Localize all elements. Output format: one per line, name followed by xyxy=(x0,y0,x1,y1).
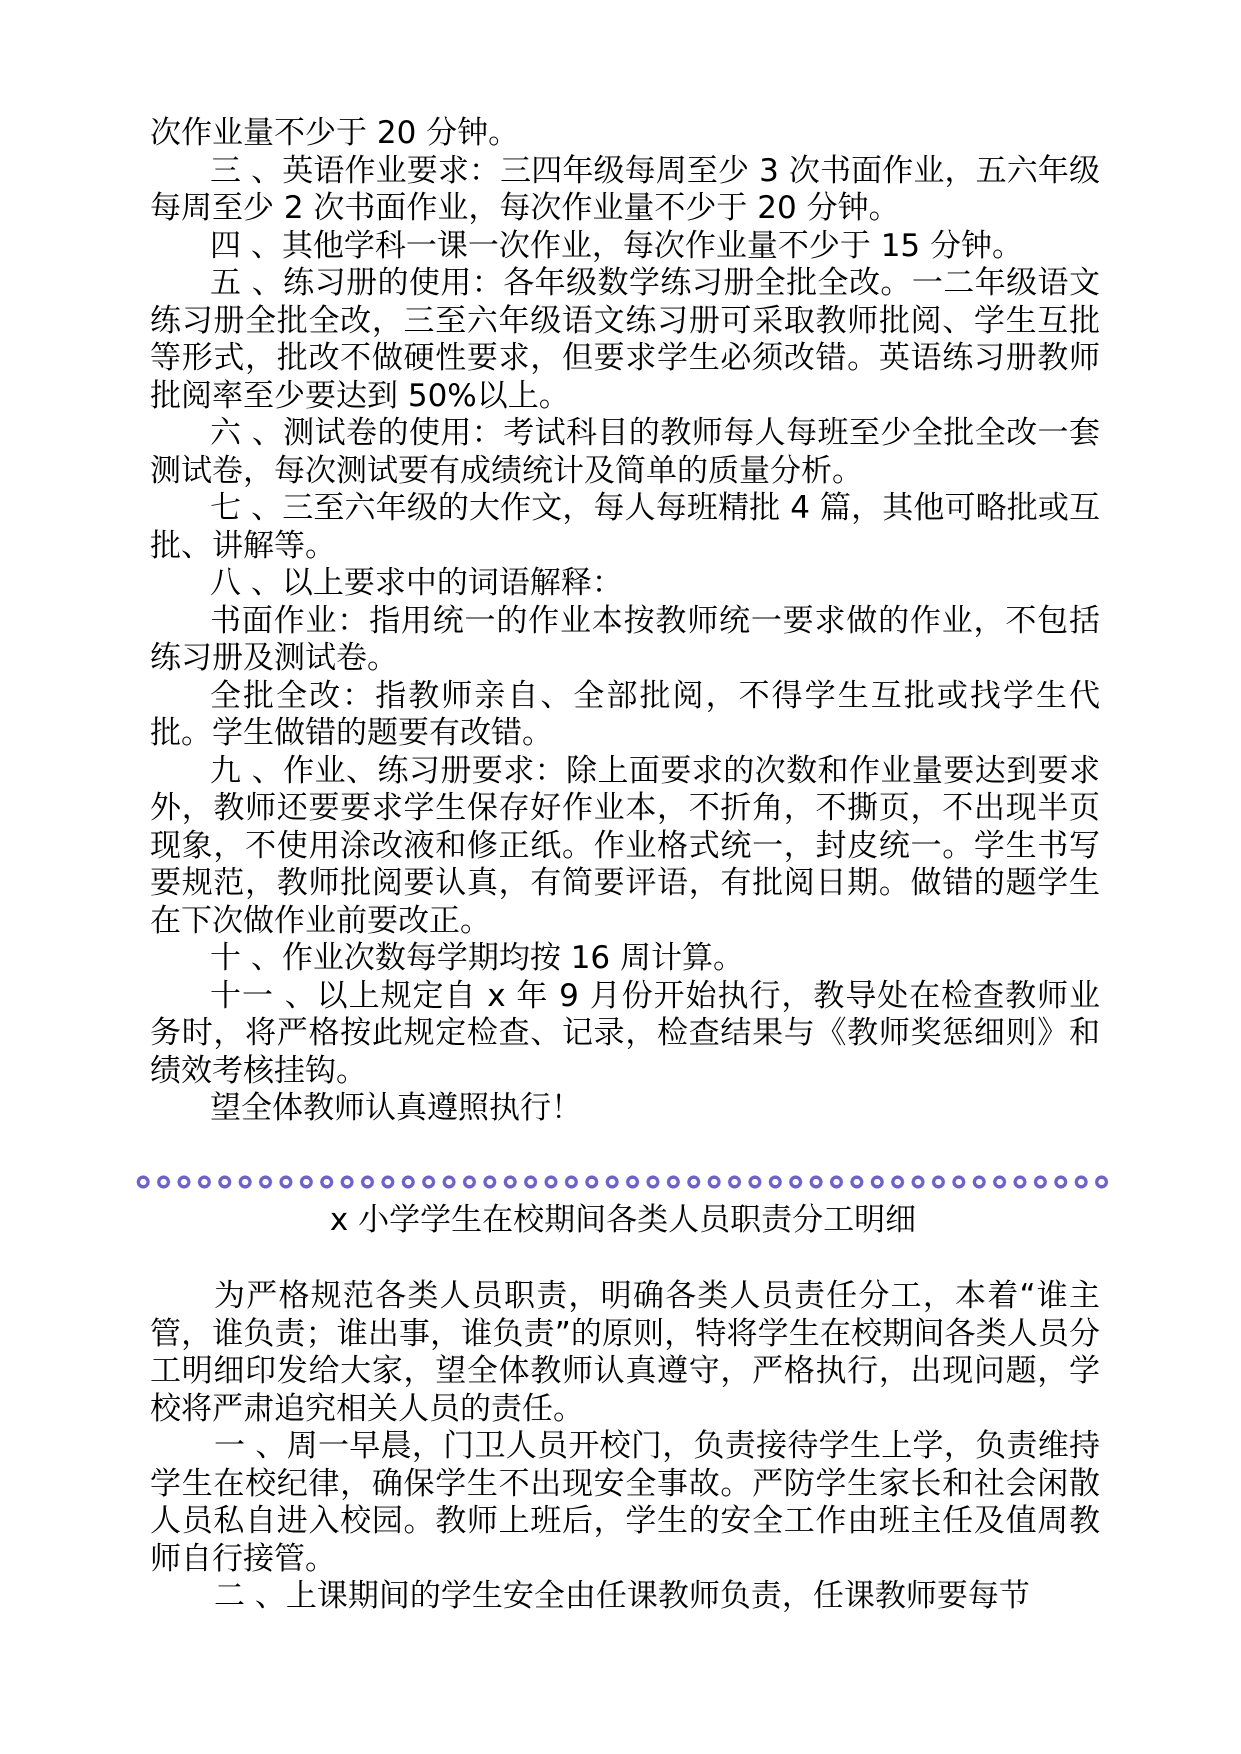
section-title: x 小学学生在校期间各类人员职责分工明细 xyxy=(329,1202,917,1238)
section1-body xyxy=(150,115,1100,1128)
paragraph: 四 、其他学科一课一次作业，每次作业量不少于 15 分钟。 xyxy=(210,227,1024,264)
paragraph: 二 、上课期间的学生安全由任课教师负责，任课教师要每节 xyxy=(214,1578,1030,1614)
paragraph: 为严格规范各类人员职责，明确各类人员责任分工，本着“谁主管，谁负责；谁出事，谁负责”的原则，特将学生在校期间各类人员分工明细印发给大家，望全体教师认真遵守，严格执行，出现问题，学校将严肃追究相关人员的责任。 xyxy=(150,1278,1100,1427)
paragraph: 次作业量不少于 20 分钟。 xyxy=(150,115,520,151)
paragraph: 七 、三至六年级的大作文，每人每班精批 4 篇，其他可略批或互批、讲解等。 xyxy=(150,490,1100,564)
paragraph: 九 、作业、练习册要求：除上面要求的次数和作业量要达到要求外，教师还要要求学生保存好作业本，不折角，不撕页，不出现半页现象，不使用涂改液和修正纸。作业格式统一，封皮统一。学生书写要规范，教师批阅要认真，有简要评语，有批阅日期。做错的题学生在下次做作业前要改正。 xyxy=(150,752,1100,939)
paragraph: 望全体教师认真遵照执行！ xyxy=(210,1090,582,1126)
paragraph: 五 、练习册的使用：各年级数学练习册全批全改。一二年级语文练习册全批全改，三至六年级语文练习册可采取教师批阅、学生互批等形式，批改不做硬性要求，但要求学生必须改错。英语练习册教师批阅率至少要达到 50%以上。 xyxy=(150,265,1100,414)
decorative-divider xyxy=(133,1172,1113,1192)
paragraph: 三 、英语作业要求：三四年级每周至少 3 次书面作业，五六年级每周至少 2 次书面作业，每次作业量不少于 20 分钟。 xyxy=(150,152,1100,226)
paragraph: 一 、周一早晨，门卫人员开校门，负责接待学生上学，负责维持学生在校纪律，确保学生不出现安全事故。严防学生家长和社会闲散人员私自进入校园。教师上班后，学生的安全工作由班主任及值周教师自行接管。 xyxy=(150,1428,1100,1577)
paragraph: 书面作业：指用统一的作业本按教师统一要求做的作业，不包括练习册及测试卷。 xyxy=(150,602,1100,676)
paragraph: 十一 、以上规定自 x 年 9 月份开始执行，教导处在检查教师业务时，将严格按此规定检查、记录，检查结果与《教师奖惩细则》和绩效考核挂钩。 xyxy=(150,977,1100,1089)
paragraph: 六 、测试卷的使用：考试科目的教师每人每班至少全批全改一套测试卷，每次测试要有成绩统计及简单的质量分析。 xyxy=(150,415,1100,489)
paragraph: 八 、以上要求中的词语解释： xyxy=(210,565,623,601)
paragraph: 十 、作业次数每学期均按 16 周计算。 xyxy=(210,940,745,976)
paragraph: 全批全改：指教师亲自、全部批阅，不得学生互批或找学生代批。学生做错的题要有改错。 xyxy=(150,677,1100,751)
section2-body xyxy=(150,1278,1100,1616)
